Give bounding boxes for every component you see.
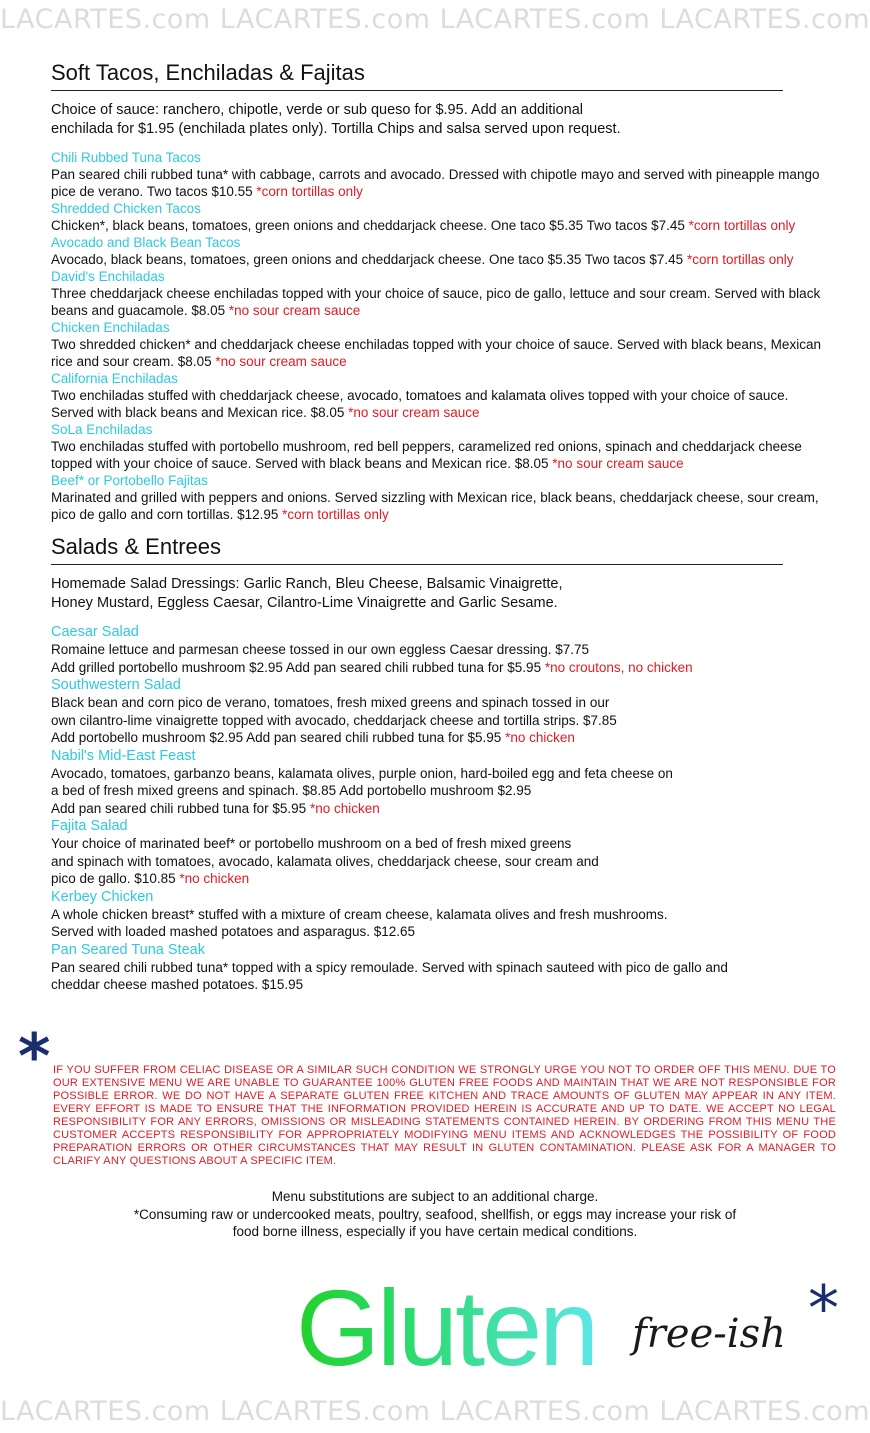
menu-item-description: Marinated and grilled with peppers and onions. Served sizzling with Mexican rice, black beans, cheddarjack cheese, sour cream, pico de gallo and corn tortillas. $12.95 *corn tortillas only bbox=[51, 490, 819, 522]
menu-item bbox=[51, 200, 831, 234]
menu-item bbox=[51, 888, 831, 941]
asterisk-icon: * bbox=[18, 1020, 51, 1093]
gluten-disclaimer: IF YOU SUFFER FROM CELIAC DISEASE OR A SIMILAR SUCH CONDITION WE STRONGLY URGE YOU NOT TO ORDER OFF THIS MENU. DUE TO OUR EXTENSIVE MENU WE ARE UNABLE TO GUARANTEE 100% GLUTEN FREE FOODS AND MAINTAIN THAT WE ARE NOT RESPONSIBLE FOR POSSIBLE ERROR. WE DO NOT HAVE A SEPARATE GLUTEN FREE KITCHEN AND TRACE AMOUNTS OF GLUTEN MAY APPEAR IN ANY ITEM. EVERY EFFORT IS MADE TO ENSURE THAT THE INFORMATION PROVIDED HEREIN IS ACCURATE AND UP TO DATE. WE ACCEPT NO LEGAL RESPONSIBILITY FOR ANY ERRORS, OMISSIONS OR MISLEADING STATEMENTS CONTAINED HEREIN. BY ORDERING FROM THIS MENU THE CUSTOMER ACCEPTS RESPONSIBILITY FOR APPROPRIATELY MODIFYING MENU ITEMS AND ACKNOWLEDGES THE POSSIBILITY OF FOOD PREPARATION ERRORS OR OTHER CIRCUMSTANCES THAT MAY RESULT IN GLUTEN CONTAMINATION. PLEASE ASK FOR A MANAGER TO CLARIFY ANY QUESTIONS ABOUT A SPECIFIC ITEM. bbox=[53, 1064, 836, 1167]
menu-item-name: Nabil's Mid-East Feast bbox=[51, 747, 196, 764]
logo-asterisk-icon: * bbox=[808, 1272, 839, 1345]
menu-item bbox=[51, 421, 831, 472]
menu-item-description: Pan seared chili rubbed tuna* topped with a spicy remoulade. Served with spinach sauteed with pico de gallo and cheddar cheese mashed potatoes. $15.95 bbox=[51, 959, 728, 992]
menu-item-note: *no sour cream sauce bbox=[228, 303, 361, 318]
menu-item-note: *corn tortillas only bbox=[256, 184, 363, 199]
menu-item-note: *corn tortillas only bbox=[686, 252, 794, 267]
menu-item-description: Your choice of marinated beef* or portobello mushroom on a bed of fresh mixed greens and spinach with tomatoes, avocado, kalamata olives, cheddarjack cheese, sour cream and pico de gallo. $10.85 *no chicken bbox=[51, 836, 599, 886]
menu-item-description: A whole chicken breast* stuffed with a mixture of cream cheese, kalamata olives and fresh mushrooms. Served with loaded mashed potatoes and asparagus. $12.65 bbox=[51, 906, 668, 939]
menu-item-description: Avocado, tomatoes, garbanzo beans, kalamata olives, purple onion, hard-boiled egg and feta cheese on a bed of fresh mixed greens and spinach. $8.85 Add portobello mushroom $2.95 Add pan seared chili rubbed tuna for $5.95 *no chicken bbox=[51, 765, 673, 816]
menu-item-description: Pan seared chili rubbed tuna* with cabbage, carrots and avocado. Dressed with chipotle mayo and served with pineapple mango pice de verano. Two tacos $10.55 *corn tortillas only bbox=[51, 167, 820, 199]
menu-item-description: Three cheddarjack cheese enchiladas topped with your choice of sauce, pico de gallo, lettuce and sour cream. Served with black beans and guacamole. $8.05 *no sour cream sauce bbox=[51, 286, 821, 318]
menu-item-name: California Enchiladas bbox=[51, 371, 178, 386]
section-title-salads: Salads & Entrees bbox=[51, 534, 783, 565]
menu-item bbox=[51, 941, 831, 994]
menu-item-name: Chicken Enchiladas bbox=[51, 320, 170, 335]
menu-item-description: Two shredded chicken* and cheddarjack cheese enchiladas topped with your choice of sauce. Served with black beans, Mexican rice and sour cream. $8.05 *no sour cream sauce bbox=[51, 337, 821, 369]
menu-item bbox=[51, 268, 831, 319]
menu-item-name: Chili Rubbed Tuna Tacos bbox=[51, 150, 201, 165]
menu-item bbox=[51, 149, 831, 200]
menu-item-note: *no sour cream sauce bbox=[348, 405, 480, 420]
tacos-intro-line: Choice of sauce: ranchero, chipotle, verde or sub queso for $.95. Add an additional bbox=[51, 102, 584, 118]
menu-item bbox=[51, 472, 831, 523]
footer-line: food borne illness, especially if you have certain medical conditions. bbox=[232, 1224, 638, 1239]
menu-item-note: *no chicken bbox=[179, 871, 250, 886]
menu-item bbox=[51, 234, 831, 268]
watermark-top: LACARTES.com LACARTES.com LACARTES.com LACARTES.com bbox=[0, 4, 870, 35]
salads-intro-line: Honey Mustard, Eggless Caesar, Cilantro-Lime Vinaigrette and Garlic Sesame. bbox=[51, 595, 558, 611]
menu-item-name: Fajita Salad bbox=[51, 818, 128, 834]
salads-intro bbox=[51, 575, 831, 613]
menu-item-name: Pan Seared Tuna Steak bbox=[51, 941, 205, 958]
menu-item bbox=[51, 623, 831, 676]
menu-item-description: Romaine lettuce and parmesan cheese tossed in our own eggless Caesar dressing. $7.75 Add grilled portobello mushroom $2.95 Add pan seared chili rubbed tuna for $5.95 *no croutons, no chicken bbox=[51, 642, 693, 675]
menu-item bbox=[51, 319, 831, 370]
salads-item-list bbox=[51, 623, 831, 994]
tacos-intro bbox=[51, 101, 831, 139]
menu-item-description: Avocado, black beans, tomatoes, green onions and cheddarjack cheese. One taco $5.35 Two tacos $7.45 *corn tortillas only bbox=[51, 252, 794, 267]
menu-item-name: Avocado and Black Bean Tacos bbox=[51, 235, 241, 250]
salads-intro-line: Homemade Salad Dressings: Garlic Ranch, Bleu Cheese, Balsamic Vinaigrette, bbox=[51, 576, 563, 592]
footer-line: *Consuming raw or undercooked meats, poultry, seafood, shellfish, or eggs may increase your risk of bbox=[133, 1206, 737, 1222]
menu-item-note: *no chicken bbox=[309, 800, 380, 816]
gluten-free-ish-logo bbox=[296, 1268, 856, 1388]
footer-notes bbox=[60, 1188, 810, 1241]
menu-item-name: Kerbey Chicken bbox=[51, 888, 154, 905]
logo-word: Gluten bbox=[296, 1267, 597, 1388]
menu-item-description: Two enchiladas stuffed with portobello mushroom, red bell peppers, caramelized red onions, spinach and cheddarjack cheese topped with your choice of sauce. Served with black beans and Mexican rice. $8.05 *no sour cream sauce bbox=[51, 439, 802, 471]
tacos-item-list bbox=[51, 149, 831, 523]
menu-item-name: Caesar Salad bbox=[51, 624, 139, 640]
menu-item bbox=[51, 676, 831, 747]
footer-line: Menu substitutions are subject to an additional charge. bbox=[271, 1189, 599, 1204]
menu-item-note: *no sour cream sauce bbox=[215, 354, 347, 369]
menu-item-name: Shredded Chicken Tacos bbox=[51, 201, 201, 216]
menu-item-note: *no chicken bbox=[505, 730, 575, 745]
watermark-bottom: LACARTES.com LACARTES.com LACARTES.com LACARTES.com bbox=[0, 1396, 870, 1427]
section-salads bbox=[51, 534, 831, 994]
menu-item-note: *corn tortillas only bbox=[282, 507, 389, 522]
menu-item-description: Two enchiladas stuffed with cheddarjack cheese, avocado, tomatoes and kalamata olives topped with your choice of sauce. Served with black beans and Mexican rice. $8.05 *no sour cream sauce bbox=[51, 388, 789, 420]
menu-item bbox=[51, 817, 831, 888]
tacos-intro-line: enchilada for $1.95 (enchilada plates only). Tortilla Chips and salsa served upon request. bbox=[51, 121, 621, 137]
section-title-tacos: Soft Tacos, Enchiladas & Fajitas bbox=[51, 60, 783, 91]
menu-item-name: Beef* or Portobello Fajitas bbox=[51, 473, 208, 488]
menu-item-note: *no croutons, no chicken bbox=[544, 659, 693, 675]
menu-item-note: *corn tortillas only bbox=[688, 218, 796, 233]
section-tacos bbox=[51, 60, 831, 523]
logo-subtitle: free-ish bbox=[632, 1311, 786, 1357]
menu-item-note: *no sour cream sauce bbox=[552, 456, 684, 471]
menu-item-name: David's Enchiladas bbox=[51, 269, 165, 284]
menu-item bbox=[51, 747, 831, 818]
menu-item-description: Black bean and corn pico de verano, tomatoes, fresh mixed greens and spinach tossed in our own cilantro-lime vinaigrette topped with avocado, cheddarjack cheese and tortilla strips. $7.85 Add portobello mushroom $2.95 Add pan seared chili rubbed tuna for $5.95 *no chicken bbox=[51, 695, 617, 745]
menu-item-name: SoLa Enchiladas bbox=[51, 422, 153, 437]
menu-item bbox=[51, 370, 831, 421]
menu-item-description: Chicken*, black beans, tomatoes, green onions and cheddarjack cheese. One taco $5.35 Two tacos $7.45 *corn tortillas only bbox=[51, 218, 796, 233]
menu-item-name: Southwestern Salad bbox=[51, 677, 181, 693]
